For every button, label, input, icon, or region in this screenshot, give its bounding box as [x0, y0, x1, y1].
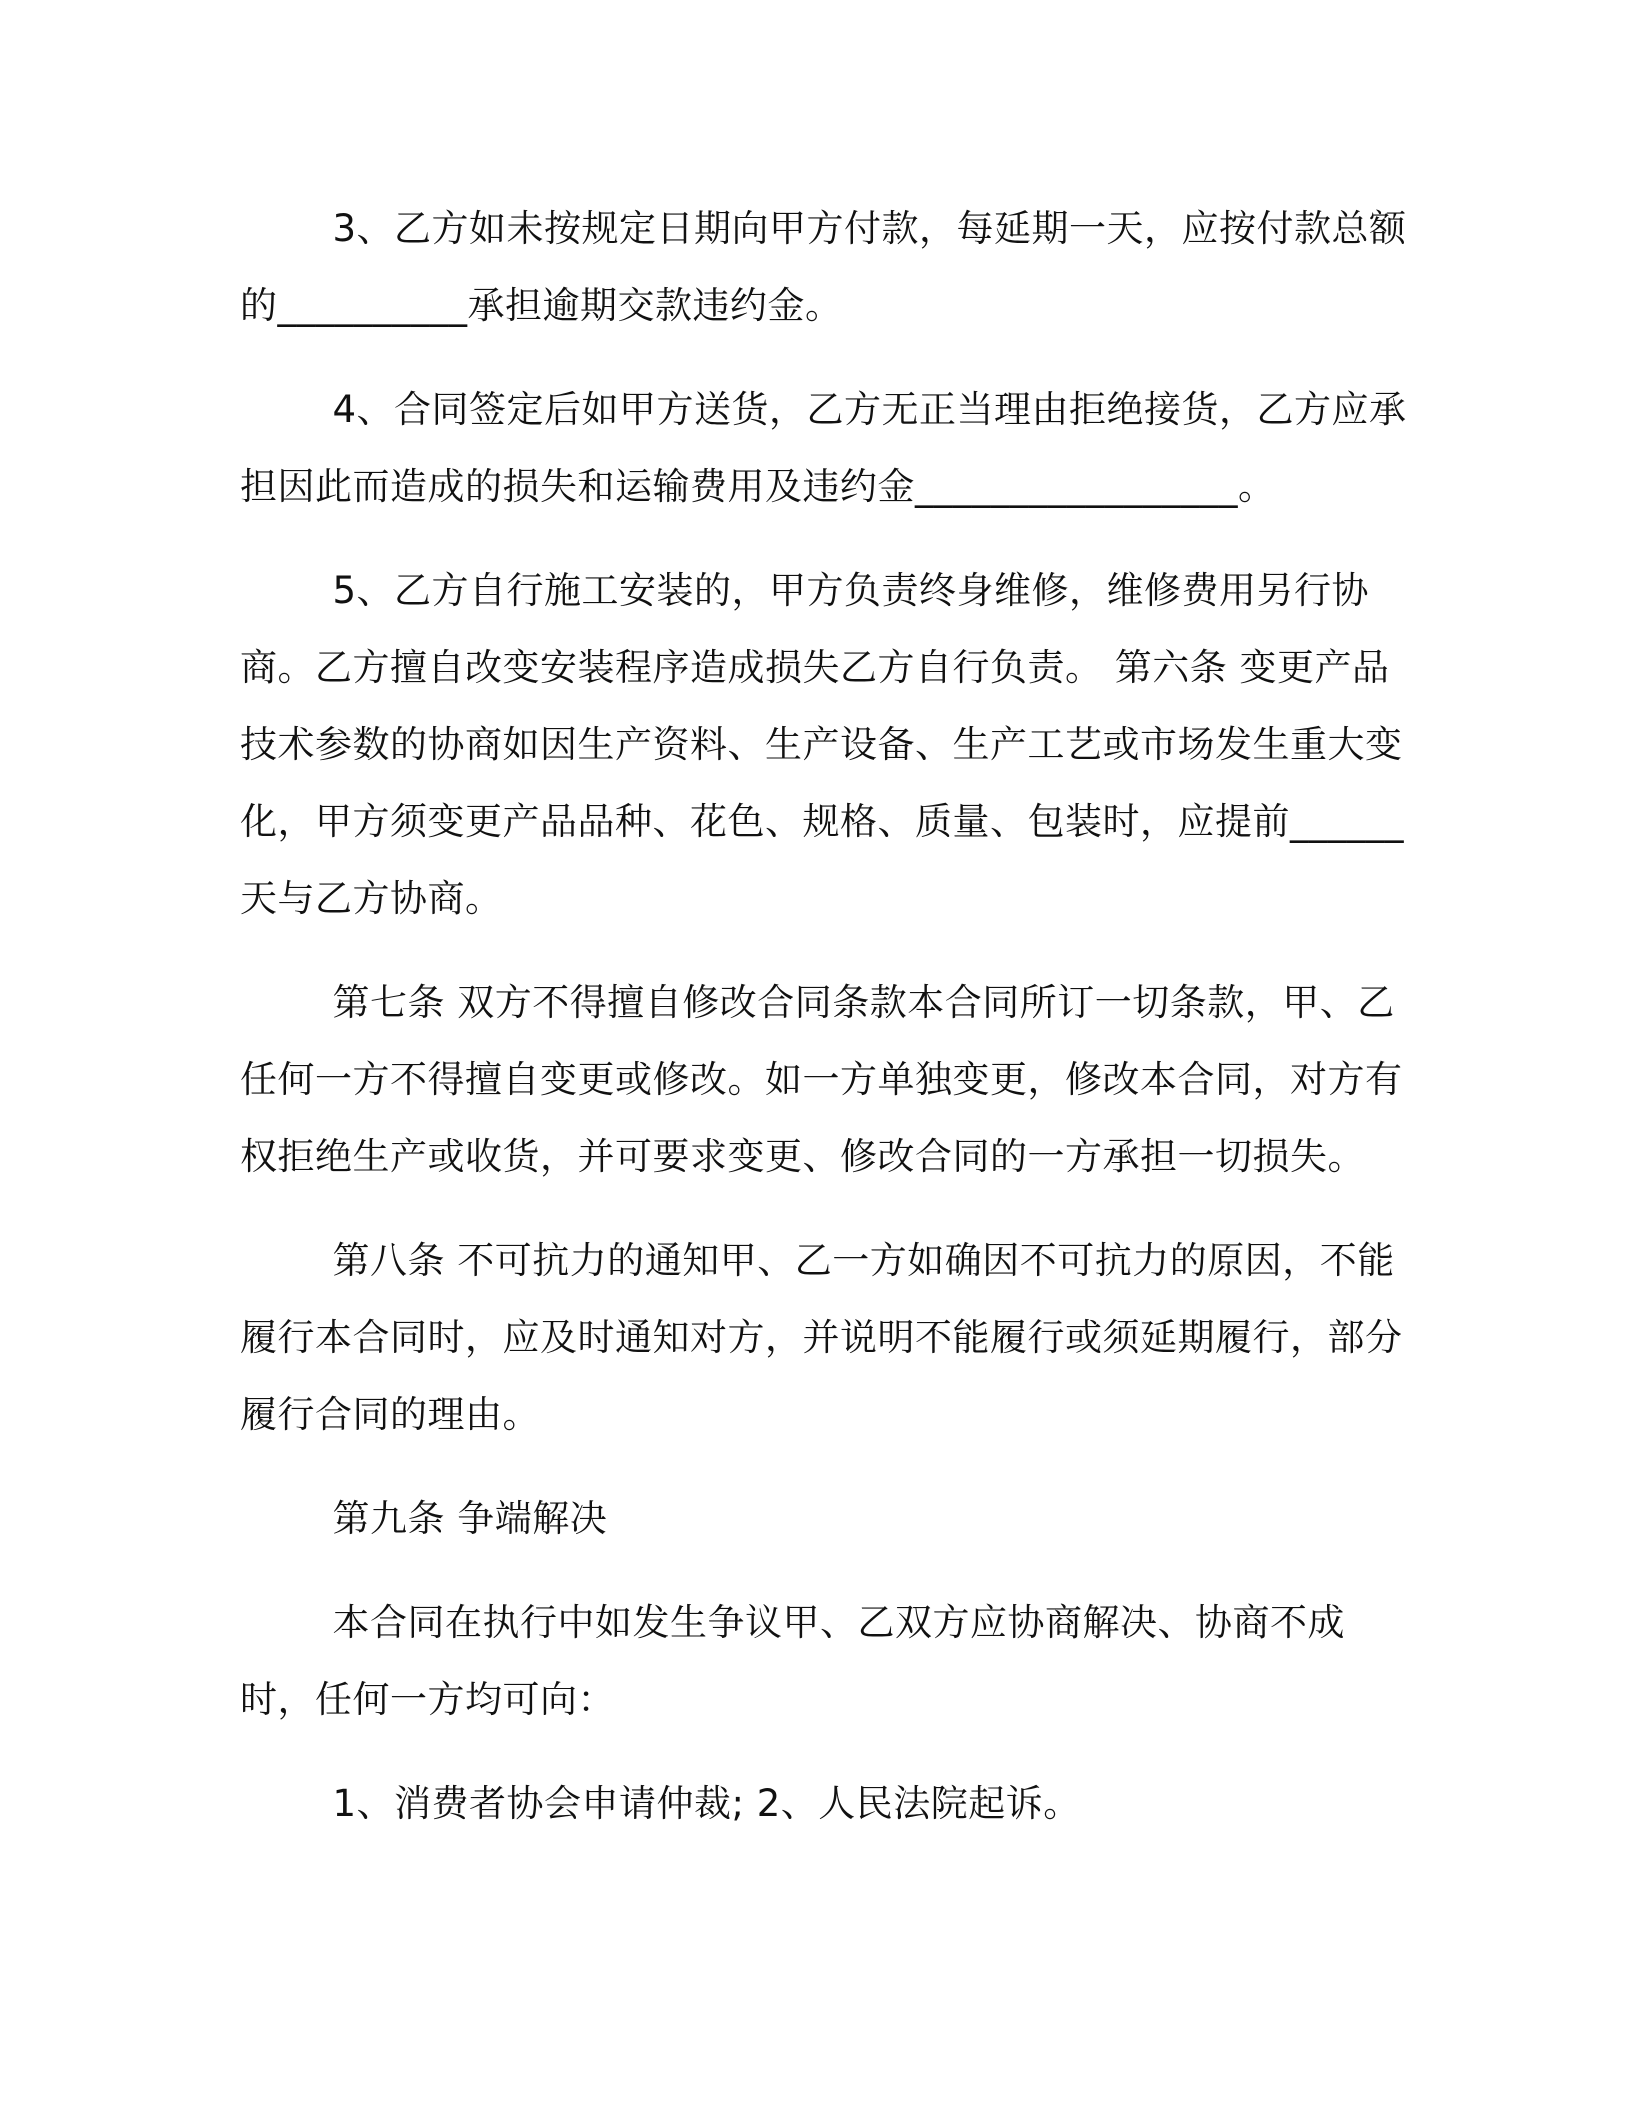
document-page: [240, 190, 1415, 1842]
clause-3-late-payment: 3、乙方如未按规定日期向甲方付款，每延期一天，应按付款总额的__________承担逾期交款违约金。: [240, 207, 1407, 327]
clause-4-refuse-delivery: 4、合同签定后如甲方送货，乙方无正当理由拒绝接货，乙方应承担因此而造成的损失和运输费用及违约金_________________。: [240, 388, 1407, 508]
clause-5-installation-and-article-6: 5、乙方自行施工安装的，甲方负责终身维修，维修费用另行协商。乙方擅自改变安装程序造成损失乙方自行负责。 第六条 变更产品技术参数的协商如因生产资料、生产设备、生产工艺或市场发生重大变化，甲方须变更产品品种、花色、规格、质量、包装时，应提前______天与乙方协商。: [240, 569, 1404, 920]
article-9-options: 1、消费者协会申请仲裁; 2、人民法院起诉。: [332, 1782, 1081, 1825]
article-7-no-unilateral-change: 第七条 双方不得擅自修改合同条款本合同所订一切条款，甲、乙任何一方不得擅自变更或修改。如一方单独变更，修改本合同，对方有权拒绝生产或收货，并可要求变更、修改合同的一方承担一切损失。: [240, 981, 1403, 1178]
article-9-body: 本合同在执行中如发生争议甲、乙双方应协商解决、协商不成时，任何一方均可向：: [240, 1601, 1345, 1721]
article-8-force-majeure: 第八条 不可抗力的通知甲、乙一方如确因不可抗力的原因，不能履行本合同时，应及时通知对方，并说明不能履行或须延期履行，部分履行合同的理由。: [240, 1239, 1403, 1436]
article-9-title: 第九条 争端解决: [332, 1497, 608, 1540]
